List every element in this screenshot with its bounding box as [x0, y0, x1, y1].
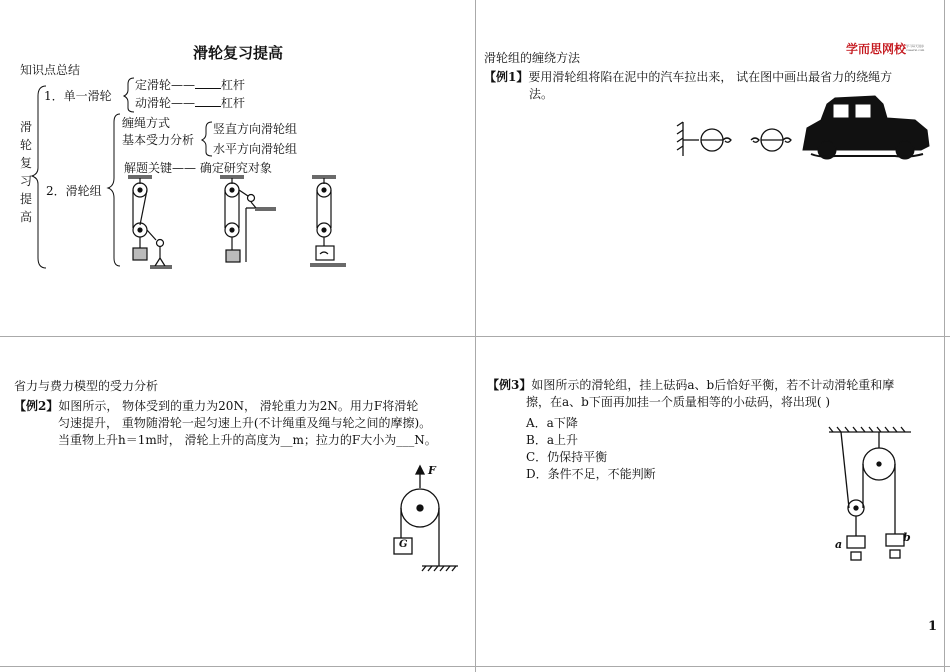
pulley-figures — [0, 0, 475, 336]
label-mass-a: a — [835, 538, 843, 551]
force-heading: 省力与费力模型的受力分析 — [14, 379, 159, 393]
page-number: 1 — [928, 619, 938, 634]
brand-logo-subtitle: 学习每天进步 xueersi.com — [906, 44, 925, 52]
vertical-group: 竖直方向滑轮组 — [213, 122, 298, 136]
label-force-f: F — [428, 464, 436, 477]
movable-pulley-figure — [0, 336, 475, 672]
solving-key: 解题关键—— 确定研究对象 — [124, 161, 272, 175]
label-weight-g: G — [399, 539, 408, 550]
option-c: C．仍保持平衡 — [526, 450, 608, 464]
item-pulley-group: 2．滑轮组 — [46, 184, 102, 198]
pulley-ab-figure — [475, 336, 950, 672]
winding-method: 缠绳方式 — [122, 116, 171, 130]
vertical-label: 滑 轮 复 习 提 高 — [20, 120, 33, 224]
item-single-pulley: 1．单一滑轮 — [44, 89, 112, 103]
option-d: D．条件不足，不能判断 — [526, 467, 656, 481]
label-mass-b: b — [903, 531, 911, 544]
car-pulley-figure — [475, 0, 950, 336]
example3-line1: 【例3】如图所示的滑轮组，挂上砝码a、b后恰好平衡，若不计动滑轮重和摩 — [487, 378, 895, 392]
example2-line1: 【例2】如图所示， 物体受到的重力为20N， 滑轮重力为2N。用力F将滑轮 — [14, 399, 419, 413]
summary-subtitle: 知识点总结 — [20, 63, 81, 77]
brand-logo: 学而思网校 — [846, 42, 907, 56]
example2-line3: 当重物上升h＝1m时， 滑轮上升的高度为__m；拉力的F大小为___N。 — [58, 433, 437, 447]
movable-pulley-line: 动滑轮—— 杠杆 — [135, 96, 246, 110]
car-silhouette — [803, 96, 929, 159]
option-a: A．a下降 — [526, 416, 578, 430]
option-b: B．a上升 — [526, 433, 578, 447]
example2-line2: 匀速提升， 重物随滑轮一起匀速上升(不计绳重及绳与轮之间的摩擦)。 — [58, 416, 432, 430]
example1-line1: 【例1】要用滑轮组将陷在泥中的汽车拉出来， 试在图中画出最省力的绕绳方 — [484, 70, 893, 84]
page-title: 滑轮复习提高 — [193, 44, 284, 62]
winding-heading: 滑轮组的缠绕方法 — [484, 51, 581, 65]
example3-line2: 擦，在a、b下面再加挂一个质量相等的小砝码，将出现( ) — [526, 395, 831, 409]
example1-line2: 法。 — [529, 87, 554, 101]
horizontal-group: 水平方向滑轮组 — [213, 142, 298, 156]
fixed-pulley-line: 定滑轮—— 杠杆 — [135, 78, 246, 92]
force-analysis: 基本受力分析 — [122, 133, 195, 147]
